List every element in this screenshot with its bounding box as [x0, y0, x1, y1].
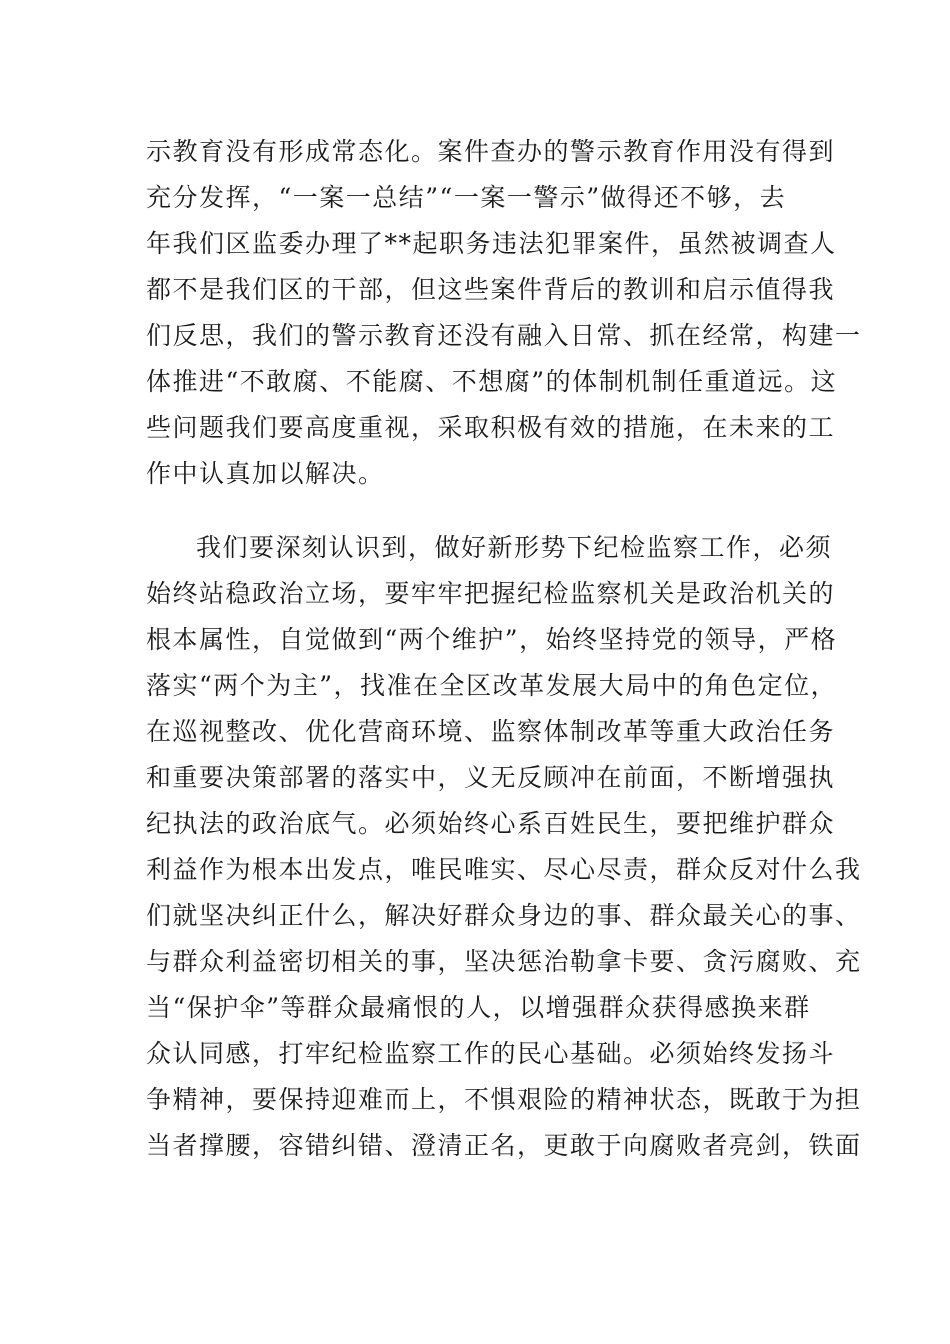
text-line: 示教育没有形成常态化。案件查办的警示教育作用没有得到 — [146, 137, 836, 166]
text-line: 们就坚决纠正什么，解决好群众身边的事、群众最关心的事、 — [146, 901, 862, 930]
text-line: 都不是我们区的干部，但这些案件背后的教训和启示值得我 — [146, 275, 836, 304]
text-line: 作中认真加以解决。 — [146, 459, 385, 488]
text-line: 争精神，要保持迎难而上，不惧艰险的精神状态，既敢于为担 — [146, 1085, 862, 1114]
text-line: 年我们区监委办理了**起职务违法犯罪案件，虽然被调查人 — [146, 229, 837, 258]
text-line: 始终站稳政治立场，要牢牢把握纪检监察机关是政治机关的 — [146, 579, 836, 608]
text-line: 们反思，我们的警示教育还没有融入日常、抓在经常，构建一 — [146, 321, 862, 350]
text-line: 和重要决策部署的落实中，义无反顾冲在前面，不断增强执 — [146, 763, 836, 792]
text-line: 体推进“不敢腐、不能腐、不想腐”的体制机制任重道远。这 — [146, 367, 838, 396]
text-line: 在巡视整改、优化营商环境、监察体制改革等重大政治任务 — [146, 717, 836, 746]
text-line: 落实“两个为主”，找准在全区改革发展大局中的角色定位， — [146, 671, 838, 700]
text-line: 根本属性，自觉做到“两个维护”，始终坚持党的领导，严格 — [146, 625, 838, 654]
text-line: 当“保护伞”等群众最痛恨的人，以增强群众获得感换来群 — [146, 993, 811, 1022]
text-line: 利益作为根本出发点，唯民唯实、尽心尽责，群众反对什么我 — [146, 855, 862, 884]
text-line: 与群众利益密切相关的事，坚决惩治勒拿卡要、贪污腐败、充 — [146, 947, 862, 976]
text-line: 众认同感，打牢纪检监察工作的民心基础。必须始终发扬斗 — [146, 1039, 836, 1068]
text-line: 纪执法的政治底气。必须始终心系百姓民生，要把维护群众 — [146, 809, 836, 838]
paragraph-first-line: 我们要深刻认识到，做好新形势下纪检监察工作，必须 — [196, 533, 833, 562]
text-line: 当者撑腰，容错纠错、澄清正名，更敢于向腐败者亮剑，铁面 — [146, 1131, 862, 1160]
text-line: 些问题我们要高度重视，采取积极有效的措施，在未来的工 — [146, 413, 836, 442]
text-line: 充分发挥，“一案一总结”“一案一警示”做得还不够，去 — [146, 183, 787, 212]
